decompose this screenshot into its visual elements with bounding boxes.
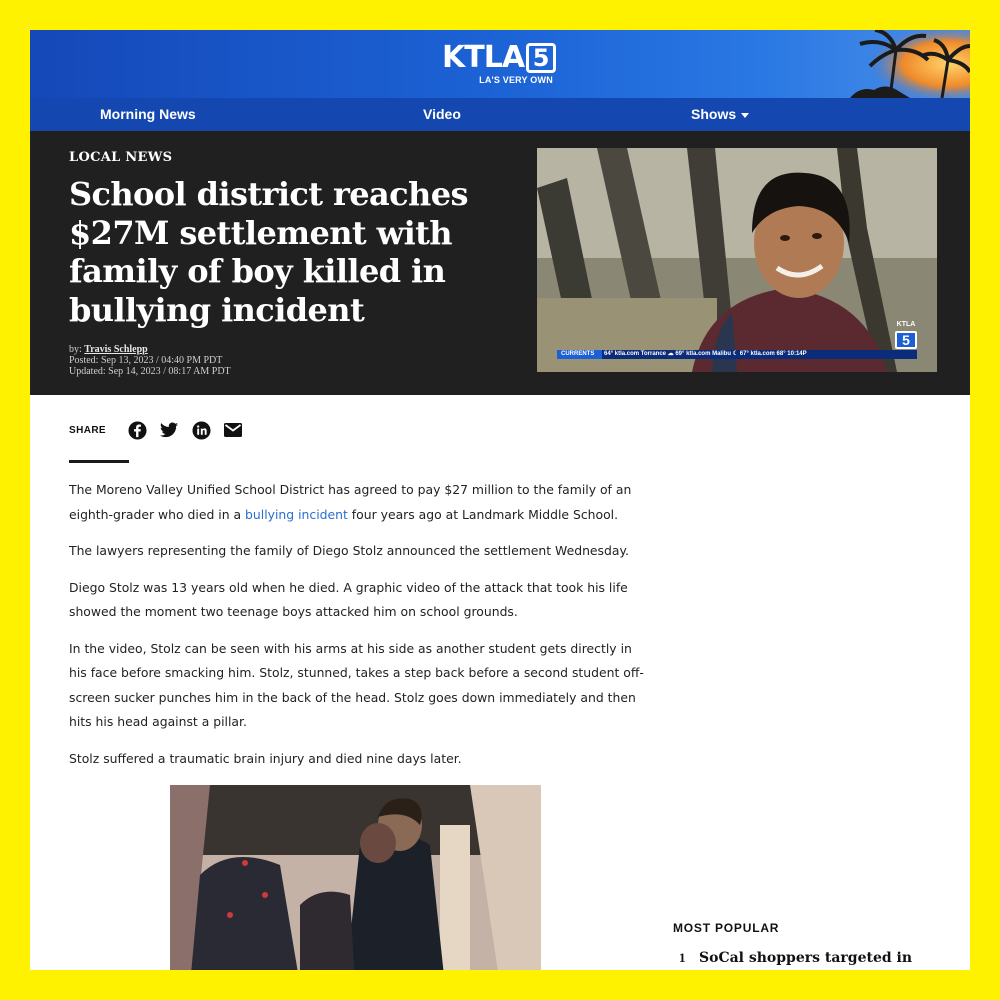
email-icon[interactable] [222,419,244,441]
article-headline: School district reaches $27M settlement with family of boy killed in bullying incident [69,175,468,329]
nav-shows-label: Shows [691,106,737,122]
article-body [69,478,649,783]
logo-number: 5 [526,43,556,73]
twitter-icon[interactable] [158,419,180,441]
article-paragraph: Stolz suffered a traumatic brain injury and died nine days later. [69,750,462,766]
facebook-icon[interactable] [126,419,148,441]
main-nav [30,98,970,131]
linkedin-icon[interactable] [190,419,212,441]
article-paragraph: Diego Stolz was 13 years old when he died. A graphic video of the attack that took his life showed the moment two teenage boys attacked him on school grounds. [69,579,628,619]
popular-rank: 1 [679,950,686,965]
bullying-incident-link[interactable]: bullying incident [245,506,348,522]
ticker-label: CURRENTS [557,350,602,359]
nav-shows[interactable] [691,98,749,131]
channel-bug-number: 5 [895,331,917,349]
article-meta [69,344,231,377]
palm-tree-sunset-art [830,30,970,98]
channel-bug-text: KTLA [896,321,916,328]
most-popular-heading: MOST POPULAR [673,921,780,935]
boy-portrait-image [537,148,937,372]
article-hero [30,131,970,395]
hallway-video-image [170,785,541,970]
posted-date: Posted: Sep 13, 2023 / 04:40 PM PDT [69,355,223,366]
chevron-down-icon [741,113,749,118]
news-ticker [557,350,917,359]
paragraph-text: four years ago at Landmark Middle School. [347,506,619,522]
author-link[interactable]: Travis Schlepp [84,344,148,355]
logo-text: KTLA [442,40,525,75]
ticker-items: 64° ktla.com Torrance ☁ 69° ktla.com Malibu ☾ 67° ktla.com 68° 10:14P [604,351,807,357]
share-bar [69,418,254,442]
popular-item[interactable] [679,948,919,968]
byline-prefix: by: [69,344,82,355]
share-divider [69,460,129,463]
category-kicker[interactable]: LOCAL NEWS [69,150,173,165]
brand-header [30,30,970,98]
popular-title[interactable]: SoCal shoppers targeted in [699,950,913,966]
share-label: SHARE [69,424,107,436]
page-frame [30,30,970,970]
paragraph-text: The Moreno Valley Unified School District has agreed to pay $27 million to the family of an eighth-grader who died in a [69,482,632,522]
nav-morning-news[interactable]: Morning News [100,106,196,122]
channel-bug [895,319,917,347]
nav-video[interactable]: Video [423,106,461,122]
article-paragraph: In the video, Stolz can be seen with his arms at his side as another student gets directly in his face before smacking him. Stolz, stunned, takes a step back before a second student off-screen sucker punches him in the back of the head. Stolz goes down immediately and then hits his head against a pillar. [69,640,644,729]
updated-date: Updated: Sep 14, 2023 / 08:17 AM PDT [69,366,231,377]
embedded-video-still[interactable] [170,785,541,970]
logo-tagline: LA'S VERY OWN [479,75,553,85]
article-paragraph: The lawyers representing the family of Diego Stolz announced the settlement Wednesday. [69,543,629,558]
hero-photo[interactable] [537,148,937,372]
ktla-logo[interactable] [442,42,556,88]
article-paragraph [69,478,649,527]
